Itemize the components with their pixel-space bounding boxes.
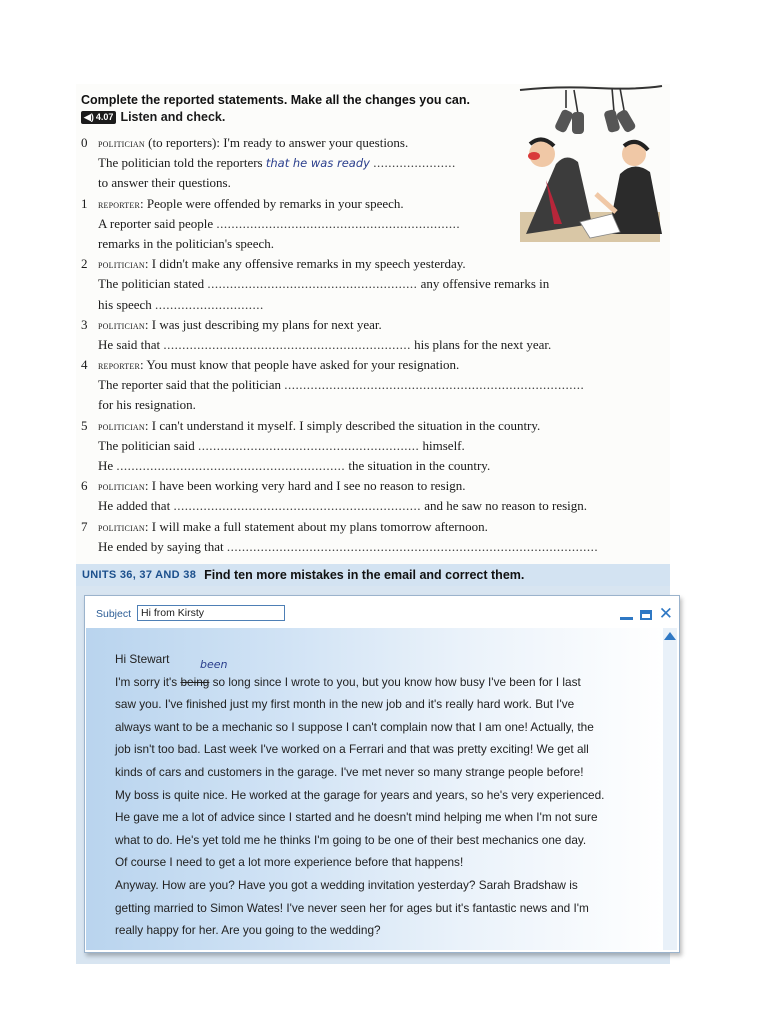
maximize-icon[interactable] xyxy=(640,610,652,620)
item-number: 1 xyxy=(81,195,88,211)
line-text: I didn't make any offensive remarks in my speech yesterday. xyxy=(151,256,466,272)
email-task: Find ten more mistakes in the email and correct them. xyxy=(204,568,525,582)
line-text: I can't understand it myself. I simply described the situation in the country. xyxy=(151,417,541,433)
line-text: You must know that people have asked for your resignation. xyxy=(146,357,460,373)
scrollbar[interactable] xyxy=(663,628,677,950)
exercise-line xyxy=(81,274,671,294)
email-line: saw you. I've finished just my first month in the new job and it's really hard work. But I've xyxy=(115,697,575,712)
speaker-label: politician xyxy=(98,481,145,494)
exercise-line: 6 politician: I have been working very hard and I see no reason to resign. xyxy=(81,476,671,496)
exercise-line xyxy=(81,234,671,254)
answer-blank[interactable]: ...................... xyxy=(373,155,456,171)
answer-blank[interactable]: ............................................................. xyxy=(116,458,346,473)
handwritten-answer: that he was ready xyxy=(265,156,370,171)
listen-check-label: Listen and check. xyxy=(120,110,226,124)
line-text-after: the situation in the country. xyxy=(348,458,491,473)
email-line: always want to be a mechanic so I suppose I can't complain now that I am one! Actually, the xyxy=(115,719,594,734)
speaker-label: politician xyxy=(98,420,145,433)
line-text: I was just describing my plans for next year. xyxy=(151,316,382,332)
units-header xyxy=(76,564,670,586)
answer-blank[interactable]: ................................................................. xyxy=(216,215,461,231)
speaker-label: politician xyxy=(98,521,145,534)
email-line-post: so long since I wrote to you, but you know how busy I've been for I last xyxy=(209,674,581,689)
answer-blank[interactable]: ........................................................ xyxy=(207,276,418,292)
exercise-line xyxy=(81,395,671,415)
exercise-line xyxy=(81,335,671,355)
minimize-icon[interactable] xyxy=(620,617,633,620)
line-text: People were offended by remarks in your speech. xyxy=(146,195,404,211)
exercise-line xyxy=(81,133,671,153)
answer-blank[interactable]: .................................................................. xyxy=(173,498,421,514)
item-number: 5 xyxy=(81,417,88,433)
exercise-instruction: Complete the reported statements. Make all the changes you can. xyxy=(81,93,470,107)
line-text: He ended by saying that xyxy=(98,538,224,554)
line-text: I have been working very hard and I see no reason to resign. xyxy=(151,478,466,494)
exercise-page xyxy=(76,84,670,564)
exercise-line xyxy=(81,173,671,193)
answer-blank[interactable]: .................................................................. xyxy=(163,336,411,352)
answer-blank[interactable]: ............................. xyxy=(155,296,264,312)
line-text: The politician stated xyxy=(98,276,205,292)
line-text-after: and he saw no reason to resign. xyxy=(424,498,588,514)
speaker-label: politician xyxy=(98,259,145,272)
line-text-after: any offensive remarks in xyxy=(420,276,550,292)
speaker-icon: ◀︎) xyxy=(84,111,94,122)
item-number: 0 xyxy=(81,135,88,150)
line-text-after: himself. xyxy=(422,437,465,453)
email-line: kinds of cars and customers in the garage. I've met never so many strange people before! xyxy=(115,764,584,779)
item-number: 7 xyxy=(81,518,88,534)
item-number: 2 xyxy=(81,256,88,272)
exercise-line: 7 politician: I will make a full statement about my plans tomorrow afternoon. xyxy=(81,517,671,537)
email-line: job isn't too bad. Last week I've worked on a Ferrari and that was pretty exciting! We get all xyxy=(115,742,589,757)
item-number: 3 xyxy=(81,316,88,332)
line-text: for his resignation. xyxy=(98,397,196,413)
close-icon[interactable]: ✕ xyxy=(658,604,673,624)
exercise-line xyxy=(81,214,671,234)
line-text: He added that xyxy=(98,498,171,514)
line-text: (to reporters): I'm ready to answer your questions. xyxy=(148,135,409,150)
scroll-up-icon[interactable] xyxy=(664,632,676,640)
speaker-label: politician xyxy=(98,138,145,150)
email-window xyxy=(84,595,680,953)
exercise-line: 2 politician: I didn't make any offensive remarks in my speech yesterday. xyxy=(81,254,671,274)
exercise-line xyxy=(81,436,671,456)
email-line: My boss is quite nice. He worked at the garage for years and years, so he's very experienced. xyxy=(115,787,605,802)
exercise-line xyxy=(81,375,671,395)
line-text: A reporter said people xyxy=(98,215,214,231)
line-text-after: his plans for the next year. xyxy=(414,336,552,352)
email-line-pre: I'm sorry it's xyxy=(115,674,181,689)
subject-input[interactable]: Hi from Kirsty xyxy=(137,605,285,621)
line-text: remarks in the politician's speech. xyxy=(98,235,274,251)
audio-track-number: 4.07 xyxy=(95,112,114,122)
email-line: getting married to Simon Wates! I've never seen her for ages but it's fantastic news and I'm xyxy=(115,900,589,915)
line-text: He xyxy=(98,458,114,473)
exercise-line: 1 reporter: People were offended by remarks in your speech. xyxy=(81,194,671,214)
line-text: his speech xyxy=(98,296,152,312)
email-line: really happy for her. Are you going to the wedding? xyxy=(115,923,381,938)
line-text: to answer their questions. xyxy=(98,175,231,191)
item-number: 6 xyxy=(81,478,88,494)
exercise-line: 4 reporter: You must know that people have asked for your resignation. xyxy=(81,355,671,375)
exercise-line xyxy=(81,153,671,173)
subject-label: Subject xyxy=(96,608,132,620)
audio-badge[interactable] xyxy=(81,111,116,124)
line-text: I will make a full statement about my plans tomorrow afternoon. xyxy=(151,518,488,534)
window-controls xyxy=(620,606,673,623)
exercise-line xyxy=(81,456,671,476)
email-line xyxy=(115,671,655,694)
exercise-line: 3 politician: I was just describing my plans for next year. xyxy=(81,315,671,335)
listen-check-row xyxy=(81,110,225,124)
line-text: The politician told the reporters xyxy=(98,155,263,171)
struck-word: being xyxy=(180,674,210,689)
exercise-line xyxy=(81,295,671,315)
email-line: Of course I need to get a lot more experience before that happens! xyxy=(115,855,464,870)
speaker-label: reporter xyxy=(98,198,141,211)
exercise-line: 5 politician: I can't understand it myself. I simply described the situation in the country. xyxy=(81,416,671,436)
exercise-line xyxy=(81,496,671,516)
answer-blank[interactable]: ................................................................................................... xyxy=(226,538,599,554)
email-line: what to do. He's yet told me he thinks I'm going to be one of their best mechanics one day. xyxy=(115,832,587,847)
answer-blank[interactable]: ................................................................................ xyxy=(284,377,585,393)
line-text: He said that xyxy=(98,336,161,352)
email-text xyxy=(115,648,655,942)
units-label: UNITS 36, 37 AND 38 xyxy=(82,569,197,581)
speaker-label: politician xyxy=(98,319,145,332)
exercise-lines xyxy=(81,133,671,557)
line-text: The reporter said that the politician xyxy=(98,377,282,393)
exercise-line xyxy=(81,537,671,557)
line-text: The politician said xyxy=(98,437,195,453)
answer-blank[interactable]: ........................................................... xyxy=(198,437,420,453)
handwritten-correction: been xyxy=(200,658,228,671)
email-line: Anyway. How are you? Have you got a wedding invitation yesterday? Sarah Bradshaw is xyxy=(115,877,578,892)
email-titlebar xyxy=(85,596,679,626)
speaker-label: reporter xyxy=(98,360,141,373)
item-number: 4 xyxy=(81,357,88,373)
email-line: He gave me a lot of advice since I started and he doesn't mind helping me when I'm not sure xyxy=(115,810,598,825)
email-greeting: Hi Stewart xyxy=(115,652,170,666)
email-body xyxy=(86,628,664,950)
